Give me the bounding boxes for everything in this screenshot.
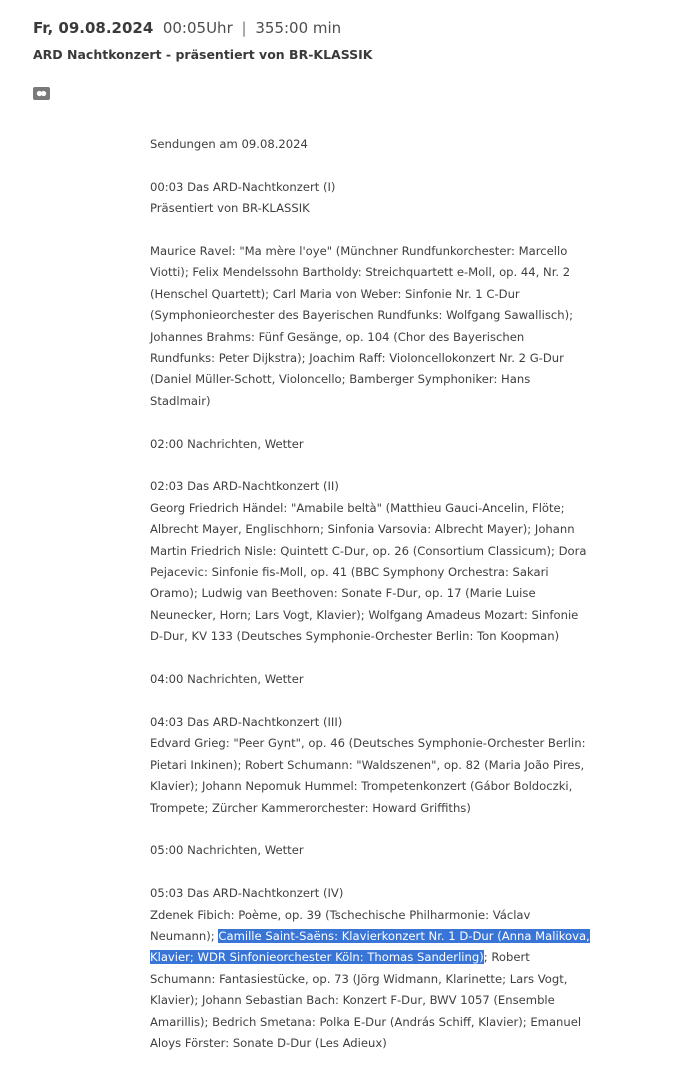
program-block-3-details: Edvard Grieg: "Peer Gynt", op. 46 (Deutsches Symphonie-Orchester Berlin: Pietari Inkinen); Robert Schumann: "Waldszenen", op. 82 (Maria João Pires, Klavier); Johann Nepomuk Hummel: Trompetenkonzert (Gábor Boldoczki, Trompete; Zürcher Kammerorchester: Howard Griffiths): [150, 736, 586, 815]
news-item-1: 02:00 Nachrichten, Wetter: [150, 436, 304, 451]
program-block-2: [150, 476, 590, 647]
closed-captions-glyph: [36, 89, 47, 98]
program-block-1-subheading: Präsentiert von BR-KLASSIK: [150, 201, 310, 216]
closed-captions-icon[interactable]: [33, 87, 50, 100]
broadcast-title: ARD Nachtkonzert - präsentiert von BR-KLASSIK: [33, 47, 373, 62]
program-block-1-heading: 00:03 Das ARD-Nachtkonzert (I): [150, 179, 336, 194]
program-block-3-heading: 04:03 Das ARD-Nachtkonzert (III): [150, 714, 343, 729]
program-block-4-heading: 05:03 Das ARD-Nachtkonzert (IV): [150, 886, 344, 901]
broadcast-date: Fr, 09.08.2024: [33, 19, 154, 37]
program-block-4-details-before: Zdenek Fibich: Poème, op. 39 (Tschechische Philharmonie: Václav Neumann);: [150, 907, 531, 943]
program-block-4-details-after: ; Robert Schumann: Fantasiestücke, op. 73 (Jörg Widmann, Klarinette; Lars Vogt, Klavier); Johann Sebastian Bach: Konzert F-Dur, BWV 1057 (Ensemble Amarillis); Bedrich Smetana: Polka E-Dur (András Schiff, Klavier); Emanuel Aloys Förster: Sonate D-Dur (Les Adieux): [150, 950, 582, 1050]
program-block-2-heading: 02:03 Das ARD-Nachtkonzert (II): [150, 479, 339, 494]
listing-intro: Sendungen am 09.08.2024: [150, 137, 308, 151]
datetime-separator: |: [241, 19, 247, 37]
broadcast-duration: 355:00 min: [255, 19, 342, 37]
broadcast-header: [33, 17, 653, 64]
broadcast-time-unit: Uhr: [206, 19, 233, 37]
news-item-2: 04:00 Nachrichten, Wetter: [150, 672, 304, 687]
news-item-3: 05:00 Nachrichten, Wetter: [150, 843, 304, 858]
selected-text[interactable]: Camille Saint-Saëns: Klavierkonzert Nr. 1 D-Dur (Anna Malikova, Klavier; WDR Sinfonieorchester Köln: Thomas Sanderling): [150, 928, 590, 965]
program-listing: [150, 134, 590, 1076]
program-block-2-details: Georg Friedrich Händel: "Amabile beltà" (Matthieu Gauci-Ancelin, Flöte; Albrecht Mayer, Englischhorn; Sinfonia Varsovia: Albrecht Mayer); Johann Martin Friedrich Nisle: Quintett C-Dur, op. 26 (Consortium Classicum); Dora Pejacevic: Sinfonie fis-Moll, op. 41 (BBC Symphony Orchestra: Sakari Oramo); Ludwig van Beethoven: Sonate F-Dur, op. 17 (Marie Luise Neunecker, Horn; Lars Vogt, Klavier); Wolfgang Amadeus Mozart: Sinfonie D-Dur, KV 133 (Deutsches Symphonie-Orchester Berlin: Ton Koopman): [150, 500, 587, 644]
program-block-1-details: Maurice Ravel: "Ma mère l'oye" (Münchner Rundfunkorchester: Marcello Viotti); Felix Mendelssohn Bartholdy: Streichquartett e-Moll, op. 44, Nr. 2 (Henschel Quartett); Carl Maria von Weber: Sinfonie Nr. 1 C-Dur (Symphonieorchester des Bayerischen Rundfunks: Wolfgang Sawallisch); Johannes Brahms: Fünf Gesänge, op. 104 (Chor des Bayerischen Rundfunks: Peter Dijkstra); Joachim Raff: Violoncellokonzert Nr. 2 G-Dur (Daniel Müller-Schott, Violoncello; Bamberger Symphoniker: Hans Stadlmair): [150, 244, 574, 408]
broadcast-datetime: [33, 17, 653, 39]
program-block-1: [150, 177, 590, 220]
program-block-4: [150, 883, 590, 1054]
program-block-3: [150, 712, 590, 819]
broadcast-time: 00:05: [162, 19, 207, 37]
